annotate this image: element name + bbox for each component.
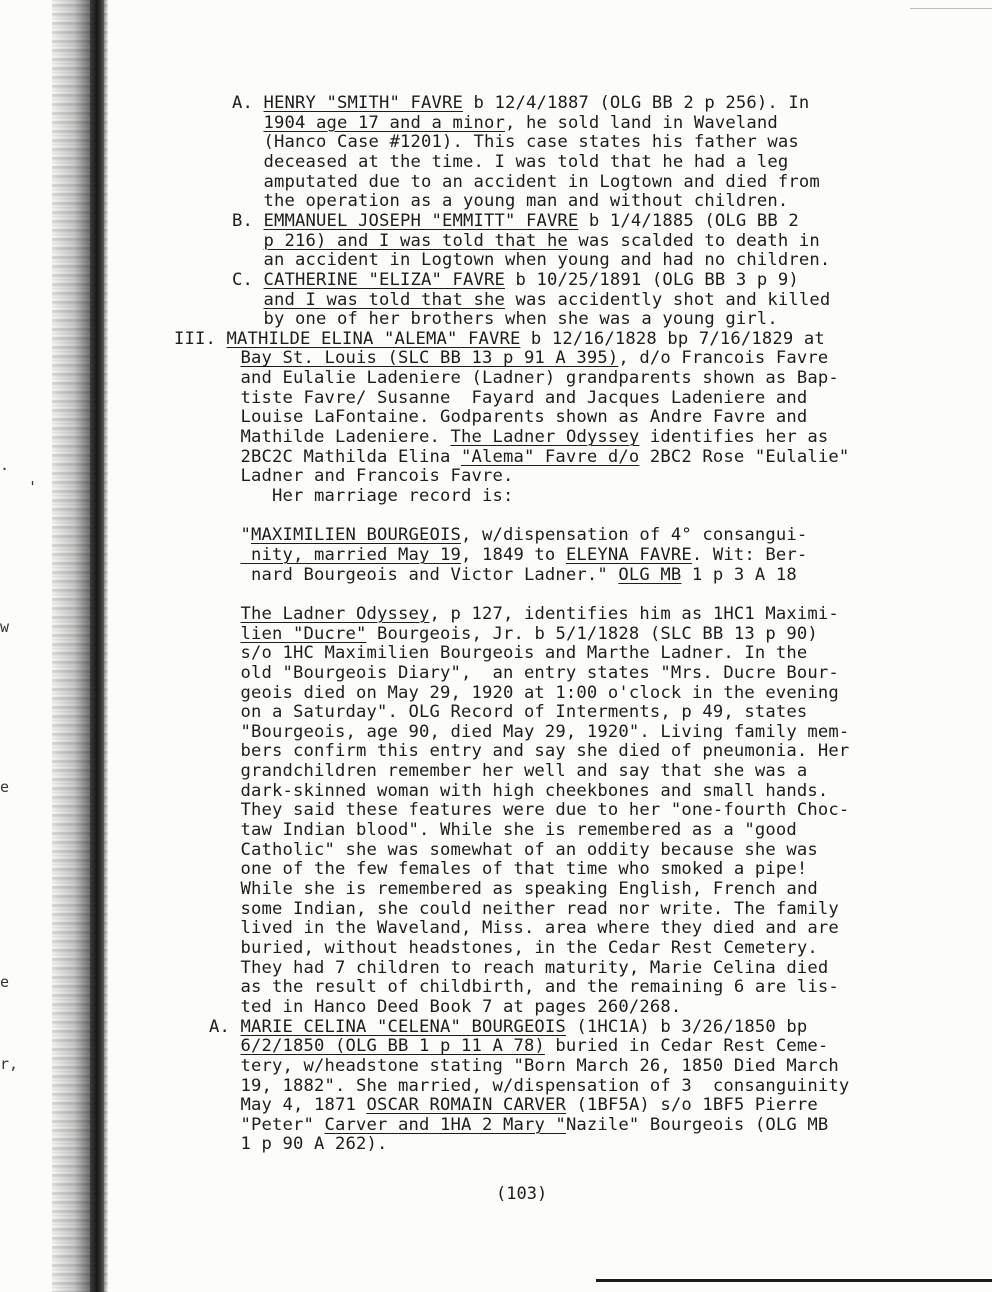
text-line (188, 1037, 828, 1057)
text-segment: They had 7 children to reach maturity, Marie Celina died (240, 957, 829, 978)
text-line (188, 1116, 828, 1136)
text-segment: on a Saturday". OLG Record of Interments, p 49, states (240, 702, 808, 723)
text-line (188, 801, 849, 821)
text-line (174, 330, 825, 350)
line-marker (188, 565, 241, 585)
line-marker (188, 918, 241, 938)
line-marker (188, 388, 241, 408)
text-line (188, 959, 828, 979)
text-segment: an accident in Logtown when young and had no children. (263, 250, 831, 271)
underlined-text: nity, married May 19 (240, 544, 461, 565)
text-segment: 2BC2C Mathilda Elina (240, 446, 461, 467)
line-marker (188, 1036, 241, 1056)
text-segment: and Eulalie Ladeniere (Ladner) grandparents shown as Bap- (240, 368, 839, 389)
line-marker (188, 800, 241, 820)
line-marker (188, 407, 241, 427)
line-marker (188, 938, 241, 958)
text-segment: . Wit: Ber- (691, 544, 808, 565)
text-segment: (1BF5A) s/o 1BF5 Pierre (565, 1095, 818, 1116)
line-marker (232, 290, 264, 310)
underlined-text: "Alema" Favre d/o (460, 446, 640, 467)
text-line (188, 1018, 807, 1038)
line-marker (188, 466, 241, 486)
text-segment: (1HC1A) b 3/26/1850 bp (565, 1016, 808, 1037)
line-marker (188, 820, 241, 840)
text-line (232, 133, 799, 153)
text-line (188, 1057, 839, 1077)
underlined-text: MATHILDE ELINA "ALEMA" FAVRE (226, 328, 521, 349)
text-line (232, 192, 788, 212)
margin-fragment: ' (28, 478, 38, 496)
text-segment: b 1/4/1885 (OLG BB 2 (578, 210, 799, 231)
text-line (188, 448, 849, 468)
text-line (188, 428, 828, 448)
margin-fragment: e (0, 973, 10, 991)
text-segment: one of the few females of that time who smoked a pipe! (240, 859, 808, 880)
text-line (188, 821, 797, 841)
text-line (188, 467, 513, 487)
text-segment: "Peter" (240, 1114, 325, 1135)
text-segment: , d/o Francois Favre (618, 348, 829, 369)
line-marker (232, 113, 264, 133)
line-marker (188, 1076, 241, 1096)
line-marker (188, 702, 241, 722)
line-marker (188, 761, 241, 781)
text-line (232, 232, 820, 252)
text-line (232, 271, 799, 291)
text-line (188, 939, 818, 959)
text-segment: b 12/4/1887 (OLG BB 2 p 256). In (462, 93, 810, 113)
text-segment: taw Indian blood". While she is remembered as a "good (240, 820, 797, 841)
text-segment: (Hanco Case #1201). This case states his father was (263, 132, 799, 153)
text-line (188, 605, 839, 625)
text-line (232, 291, 830, 311)
text-line (232, 173, 820, 193)
line-marker (188, 781, 241, 801)
line-marker (188, 348, 241, 368)
text-segment: by one of her brothers when she was a young girl. (263, 309, 778, 330)
text-segment: geois died on May 29, 1920 at 1:00 o'clock in the evening (240, 682, 839, 703)
text-line (188, 585, 241, 605)
text-line (188, 664, 839, 684)
text-line (188, 389, 807, 409)
line-marker (188, 1095, 241, 1115)
text-segment: Her marriage record is: (240, 486, 514, 506)
line-marker (188, 486, 241, 506)
text-segment: Ladner and Francois Favre. (240, 466, 514, 487)
text-line (188, 625, 818, 645)
line-marker (188, 879, 241, 899)
bottom-rule (596, 1279, 992, 1282)
underlined-text: MARIE CELINA "CELENA" BOURGEOIS (240, 1016, 566, 1037)
line-marker (232, 309, 264, 329)
text-segment: buried, without headstones, in the Cedar Rest Cemetery. (240, 937, 818, 958)
underlined-text: 6/2/1850 (OLG BB 1 p 11 A 78) (240, 1036, 545, 1057)
text-segment: lived in the Waveland, Miss. area where they died and are (240, 918, 839, 939)
text-line (188, 408, 807, 428)
text-segment: May 4, 1871 (240, 1095, 367, 1116)
text-segment: , p 127, identifies him as 1HC1 Maximi- (429, 603, 839, 624)
line-marker (232, 231, 264, 251)
text-line (232, 94, 809, 114)
text-segment: b 12/16/1828 bp 7/16/1829 at (520, 328, 825, 349)
text-line (188, 546, 807, 566)
text-line (188, 978, 839, 998)
underlined-text: 1904 age 17 and a minor (263, 112, 505, 133)
text-segment: While she is remembered as speaking English, French and (240, 879, 818, 899)
text-segment: Mathilde Ladeniere. (240, 427, 451, 448)
underlined-text: lien "Ducre" (240, 623, 367, 644)
text-segment: " (240, 525, 251, 546)
line-marker (188, 643, 241, 663)
text-line (188, 566, 797, 586)
text-line (188, 487, 513, 507)
line-marker (188, 997, 241, 1017)
underlined-text: CATHERINE "ELIZA" FAVRE (263, 269, 505, 290)
text-line (188, 900, 839, 920)
line-marker (188, 1056, 241, 1076)
underlined-text: The Ladner Odyssey (240, 603, 430, 624)
text-line (232, 153, 788, 173)
text-segment: b 10/25/1891 (OLG BB 3 p 9) (504, 269, 799, 290)
text-segment: buried in Cedar Rest Ceme- (544, 1036, 829, 1057)
line-marker (188, 683, 241, 703)
margin-fragment: e (0, 778, 10, 796)
underlined-text: p 216) and I was told that he (263, 230, 568, 251)
line-marker (188, 624, 241, 644)
underlined-text: Bay St. Louis (SLC BB 13 p 91 A 395) (240, 348, 619, 369)
text-segment: the operation as a young man and without children. (263, 191, 789, 212)
binding-edge (90, 0, 104, 1292)
text-line (232, 251, 830, 271)
text-segment: Nazile" Bourgeois (OLG MB (565, 1114, 829, 1135)
text-line (188, 507, 241, 527)
line-marker (188, 447, 241, 467)
text-segment: ted in Hanco Deed Book 7 at pages 260/268. (240, 996, 682, 1017)
text-segment: , 1849 to (460, 544, 566, 565)
text-line (188, 841, 818, 861)
text-segment: some Indian, she could neither read nor write. The family (240, 898, 839, 919)
margin-fragment: w (0, 618, 10, 636)
text-segment: Catholic" she was somewhat of an oddity because she was (240, 839, 818, 860)
text-segment: 2BC2 Rose "Eulalie" (639, 446, 850, 467)
line-marker (188, 584, 241, 604)
text-line (188, 723, 849, 743)
text-segment: was accidently shot and killed (504, 289, 831, 310)
text-line (188, 684, 839, 704)
underlined-text: EMMANUEL JOSEPH "EMMITT" FAVRE (263, 210, 579, 231)
text-segment: s/o 1HC Maximilien Bourgeois and Marthe Ladner. In the (240, 643, 808, 664)
text-line (188, 880, 818, 900)
text-line (232, 114, 778, 134)
line-marker: III. (174, 328, 227, 349)
text-line (188, 369, 839, 389)
text-line (188, 644, 807, 664)
line-marker (188, 1115, 241, 1135)
line-marker (188, 427, 241, 447)
text-segment: 19, 1882". She married, w/dispensation of 3 consanguinity (240, 1075, 850, 1096)
line-marker (188, 977, 241, 997)
text-segment: "Bourgeois, age 90, died May 29, 1920". Living family mem- (240, 721, 850, 742)
text-segment: as the result of childbirth, and the remaining 6 are lis- (240, 977, 839, 998)
text-line (188, 349, 828, 369)
text-line (232, 212, 799, 232)
text-segment: Bourgeois, Jr. b 5/1/1828 (SLC BB 13 p 90) (366, 623, 818, 644)
text-segment: Louise LaFontaine. Godparents shown as Andre Favre and (240, 407, 808, 428)
text-segment: deceased at the time. I was told that he had a leg (263, 151, 789, 172)
line-marker (188, 741, 241, 761)
text-line (188, 919, 839, 939)
text-segment: They said these features were due to her "one-fourth Choc- (240, 800, 850, 821)
scan-edge-line (910, 8, 992, 9)
line-marker (188, 663, 241, 683)
text-segment: tiste Favre/ Susanne Fayard and Jacques Ladeniere and (240, 387, 808, 408)
text-line (188, 703, 807, 723)
text-segment: old "Bourgeois Diary", an entry states "Mrs. Ducre Bour- (240, 662, 839, 683)
text-line (188, 998, 681, 1018)
text-segment: nard Bourgeois and Victor Ladner." (240, 564, 619, 585)
text-line (232, 310, 778, 330)
line-marker: A. (232, 93, 264, 113)
line-marker (232, 152, 264, 172)
text-line (188, 1096, 818, 1116)
text-segment: tery, w/headstone stating "Born March 26, 1850 Died March (240, 1055, 839, 1076)
line-marker (188, 958, 241, 978)
underlined-text: HENRY "SMITH" FAVRE (263, 93, 463, 113)
line-marker (188, 368, 241, 388)
text-segment: dark-skinned woman with high cheekbones and small hands. (240, 780, 829, 801)
line-marker (188, 604, 241, 624)
line-marker (232, 132, 264, 152)
line-marker (232, 172, 264, 192)
text-line (188, 782, 828, 802)
text-line (188, 1135, 387, 1155)
underlined-text: The Ladner Odyssey (450, 427, 640, 448)
text-segment: 1 p 3 A 18 (681, 564, 797, 585)
text-line (188, 742, 849, 762)
line-marker: A. (188, 1016, 241, 1037)
line-marker (188, 840, 241, 860)
underlined-text: ELEYNA FAVRE (565, 544, 692, 565)
line-marker (188, 525, 241, 545)
text-segment: amputated due to an accident in Logtown and died from (263, 171, 820, 192)
underlined-text: Carver and 1HA 2 Mary " (324, 1114, 566, 1135)
margin-fragment: . (0, 456, 10, 474)
text-segment: , he sold land in Waveland (504, 112, 778, 133)
line-marker (232, 250, 264, 270)
line-marker (188, 899, 241, 919)
underlined-text: OLG MB (618, 564, 682, 585)
text-line (188, 1077, 849, 1097)
text-segment: grandchildren remember her well and say that she was a (240, 761, 808, 782)
text-segment: 1 p 90 A 262). (240, 1134, 388, 1155)
line-marker (188, 1134, 241, 1154)
underlined-text: MAXIMILIEN BOURGEOIS (251, 525, 461, 546)
margin-fragment: r, (0, 1055, 19, 1073)
line-marker (188, 545, 241, 565)
text-line (188, 860, 807, 880)
text-line (188, 526, 807, 546)
text-segment: identifies her as (639, 427, 829, 448)
line-marker: C. (232, 269, 264, 290)
line-marker: B. (232, 210, 264, 231)
line-marker (188, 506, 241, 526)
underlined-text: and I was told that she (263, 289, 505, 310)
page-number: (103) (496, 1184, 548, 1204)
line-marker (232, 191, 264, 211)
text-segment: , w/dispensation of 4° consangui- (460, 525, 808, 546)
underlined-text: OSCAR ROMAIN CARVER (366, 1095, 566, 1116)
line-marker (188, 859, 241, 879)
line-marker (188, 722, 241, 742)
text-segment: bers confirm this entry and say she died of pneumonia. Her (240, 741, 850, 762)
text-segment: was scalded to death in (567, 230, 820, 251)
text-line (188, 762, 807, 782)
